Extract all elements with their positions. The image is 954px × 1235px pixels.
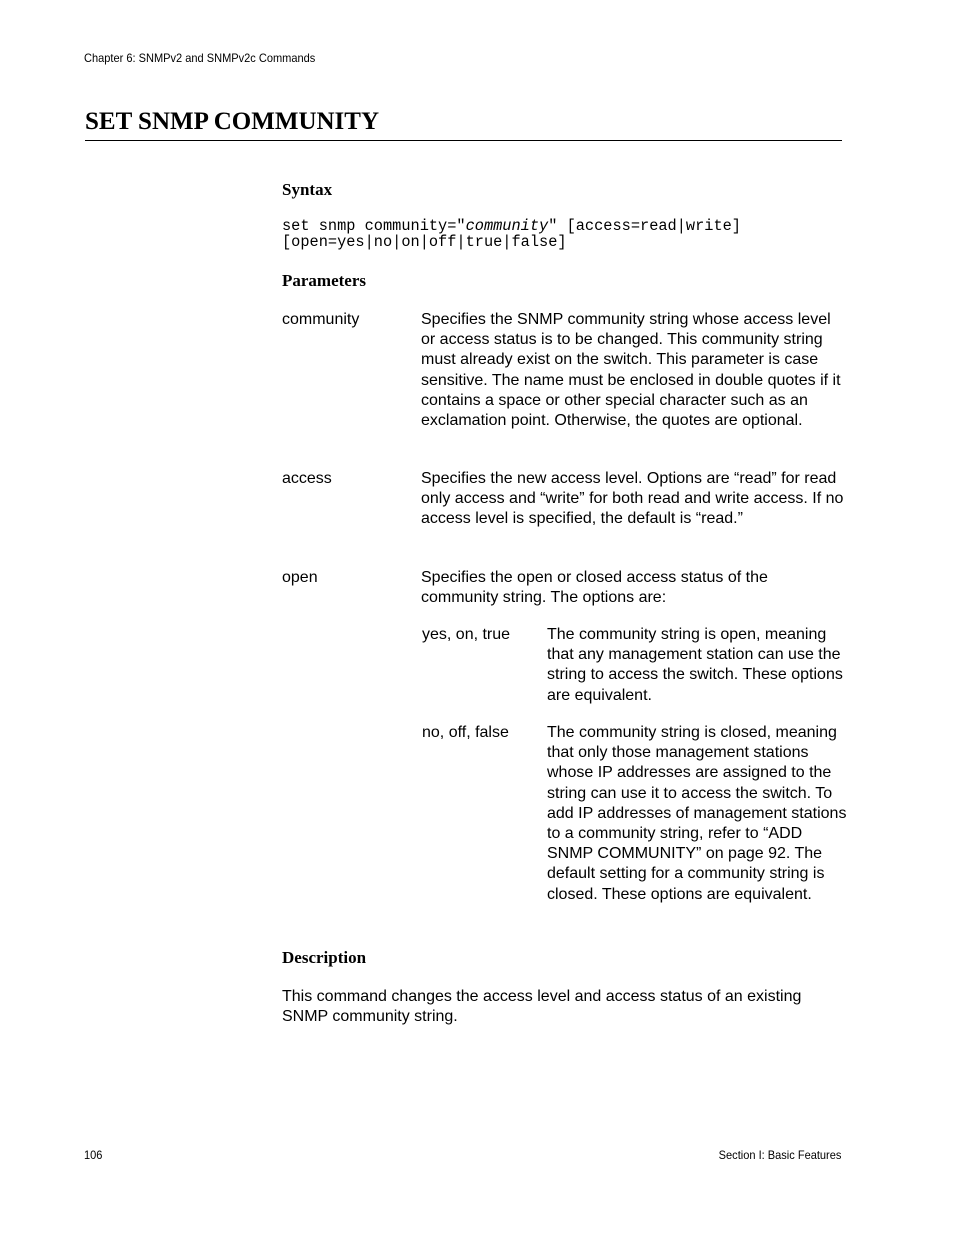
param-desc-community: Specifies the SNMP community string whose access level or access status is to be changed. This community string must already exist on the switch. This parameter is case sensitive. The name must be enclosed in double quotes if it contains a space or other special character such as an exclamation point. Otherwise, the quotes are optional.	[421, 311, 841, 430]
section-footer: Section I: Basic Features	[718, 1148, 841, 1162]
description-text: This command changes the access level and access status of an existing SNMP community string.	[282, 988, 802, 1026]
syntax-line1-suffix: " [access=read|write]	[548, 217, 741, 235]
param-name-open: open	[282, 569, 318, 586]
param-desc-open: Specifies the open or closed access status of the community string. The options are:	[421, 569, 768, 607]
param-name-access: access	[282, 470, 332, 487]
running-header: Chapter 6: SNMPv2 and SNMPv2c Commands	[84, 51, 316, 65]
open-option-desc-yes: The community string is open, meaning that any management station can use the string to access the switch. These options are equivalent.	[547, 626, 843, 704]
page-title: SET SNMP COMMUNITY	[85, 108, 380, 135]
description-heading: Description	[282, 948, 367, 967]
syntax-heading: Syntax	[282, 180, 333, 199]
syntax-line1-italic: community	[465, 217, 549, 235]
syntax-line1-prefix: set snmp community="	[282, 217, 466, 235]
title-rule	[85, 140, 842, 141]
open-option-name-no: no, off, false	[422, 724, 509, 741]
page-number: 106	[84, 1148, 103, 1162]
open-option-name-yes: yes, on, true	[422, 626, 511, 643]
param-desc-access: Specifies the new access level. Options are “read” for read only access and “write” for both read and write access. If no access level is specified, the default is “read.”	[421, 470, 844, 528]
param-name-community: community	[282, 311, 360, 328]
syntax-block	[282, 218, 741, 250]
parameters-heading: Parameters	[282, 271, 367, 290]
open-option-desc-no: The community string is closed, meaning that only those management stations whose IP addresses are assigned to the string can use it to access the switch. To add IP addresses of management stations to a community string, refer to “ADD SNMP COMMUNITY” on page 92. The default setting for a community string is closed. These options are equivalent.	[547, 724, 847, 903]
syntax-line2: [open=yes|no|on|off|true|false]	[282, 233, 567, 251]
